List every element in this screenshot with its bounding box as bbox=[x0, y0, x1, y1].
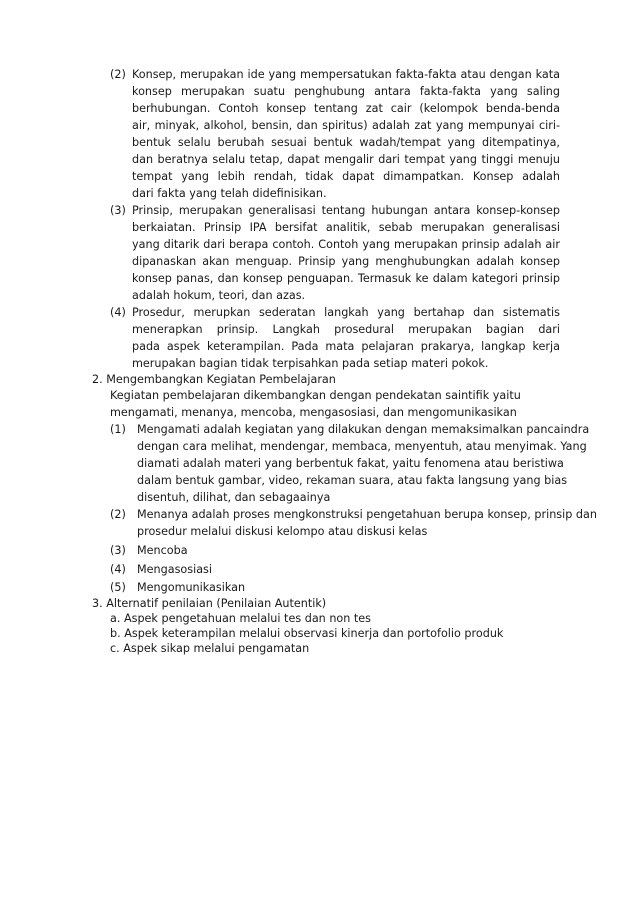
paragraph-line: Menanya adalah proses mengkonstruksi pengetahuan berupa konsep, prinsip dan bbox=[137, 508, 597, 521]
item-marker: (2) bbox=[110, 508, 126, 521]
paragraph-line: konsep panas, dan konsep penguapan. Termasuk ke dalam kategori prinsip bbox=[132, 272, 560, 285]
paragraph-line: berhubungan. Contoh konsep tentang zat cair (kelompok benda-benda bbox=[132, 102, 560, 115]
paragraph-line: Mengomunikasikan bbox=[137, 581, 246, 594]
paragraph-line: konsep merupakan suatu penghubung antara fakta-fakta yang saling bbox=[132, 85, 560, 98]
paragraph-line: Prinsip, merupakan generalisasi tentang hubungan antara konsep-konsep bbox=[132, 204, 560, 217]
paragraph-line: dari fakta yang telah didefinisikan. bbox=[132, 187, 327, 200]
paragraph-line: pada aspek keterampilan. Pada mata pelajaran prakarya, langkap kerja bbox=[132, 340, 560, 353]
paragraph-line: berkaiatan. Prinsip IPA bersifat analitik, sebab merupakan generalisasi bbox=[132, 221, 560, 234]
list-item: a. Aspek pengetahuan melalui tes dan non tes bbox=[110, 612, 371, 625]
section-intro-line: mengamati, menanya, mencoba, mengasosiasi, dan mengomunikasikan bbox=[110, 406, 517, 419]
list-item: b. Aspek keterampilan melalui observasi kinerja dan portofolio produk bbox=[110, 627, 504, 640]
paragraph-line: dalam bentuk gambar, video, rekaman suara, atau fakta langsung yang bias bbox=[137, 474, 568, 487]
item-marker: (2) bbox=[110, 68, 126, 81]
paragraph-line: adalah hokum, teori, dan azas. bbox=[132, 289, 306, 302]
paragraph-line: air, minyak, alkohol, bensin, dan spiritus) adalah zat yang mempunyai ciri- bbox=[132, 119, 560, 132]
item-marker: (4) bbox=[110, 563, 126, 576]
paragraph-line: yang ditarik dari berapa contoh. Contoh yang merupakan prinsip adalah air bbox=[132, 238, 560, 251]
paragraph-line: dengan cara melihat, mendengar, membaca, menyentuh, atau menyimak. Yang bbox=[137, 440, 587, 453]
paragraph-line: merupakan bagian tidak terpisahkan pada setiap materi pokok. bbox=[132, 357, 489, 370]
section-heading: 3. Alternatif penilaian (Penilaian Autentik) bbox=[92, 597, 327, 610]
paragraph-line: Prosedur, merupkan sederatan langkah yang bertahap dan sistematis bbox=[132, 306, 560, 319]
item-marker: (1) bbox=[110, 423, 126, 436]
paragraph-line: dan beratnya selalu tetap, dapat mengalir dari tempat yang tinggi menuju bbox=[132, 153, 560, 166]
item-marker: (5) bbox=[110, 581, 126, 594]
paragraph-line: Mencoba bbox=[137, 544, 188, 557]
section-heading: 2. Mengembangkan Kegiatan Pembelajaran bbox=[92, 373, 336, 386]
paragraph-line: diamati adalah materi yang berbentuk fakat, yaitu fenomena atau beristiwa bbox=[137, 457, 564, 470]
paragraph-line: Mengamati adalah kegiatan yang dilakukan dengan memaksimalkan pancaindra bbox=[137, 423, 590, 436]
paragraph-line: Mengasosiasi bbox=[137, 563, 212, 576]
item-marker: (4) bbox=[110, 306, 126, 319]
paragraph-line: tempat yang lebih rendah, tidak dapat dimampatkan. Konsep adalah bbox=[132, 170, 560, 183]
list-item: c. Aspek sikap melalui pengamatan bbox=[110, 642, 310, 655]
item-marker: (3) bbox=[110, 204, 126, 217]
paragraph-line: dipanaskan akan menguap. Prinsip yang menghubungkan adalah konsep bbox=[132, 255, 560, 268]
item-marker: (3) bbox=[110, 544, 126, 557]
paragraph-line: Konsep, merupakan ide yang mempersatukan fakta-fakta atau dengan kata bbox=[132, 68, 560, 81]
paragraph-line: disentuh, dilihat, dan sebagaainya bbox=[137, 491, 331, 504]
paragraph-line: prosedur melalui diskusi kelompo atau diskusi kelas bbox=[137, 525, 428, 538]
section-intro-line: Kegiatan pembelajaran dikembangkan dengan pendekatan saintifik yaitu bbox=[110, 389, 521, 402]
paragraph-line: menerapkan prinsip. Langkah prosedural merupakan bagian dari bbox=[132, 323, 560, 336]
paragraph-line: bentuk selalu berubah sesuai bentuk wadah/tempat yang ditempatinya, bbox=[132, 136, 560, 149]
